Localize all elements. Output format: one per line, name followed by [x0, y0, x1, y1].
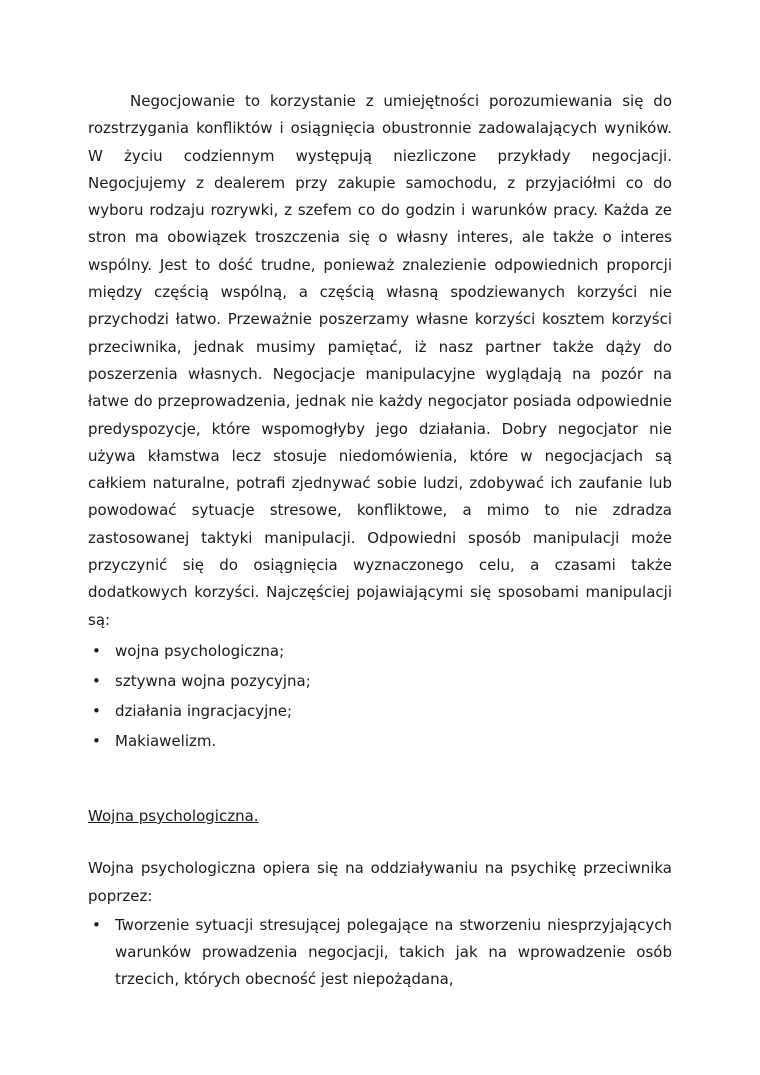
list-item-text: wojna psychologiczna; — [115, 641, 285, 660]
list-item — [88, 636, 672, 666]
wojna-psychologiczna-paragraph: Wojna psychologiczna opiera się na oddziaływaniu na psychikę przeciwnika poprzez: — [88, 859, 672, 905]
document-body — [88, 88, 672, 994]
psychological-war-list — [88, 912, 672, 994]
section-heading-wojna-psychologiczna: Wojna psychologiczna. — [88, 806, 259, 825]
manipulation-methods-list — [88, 636, 672, 756]
list-item — [88, 726, 672, 756]
intro-paragraph: Negocjowanie to korzystanie z umiejętności porozumiewania się do rozstrzygania konfliktów i osiągnięcia obustronnie zadowalających wyników. W życiu codziennym występują niezliczone przykłady negocjacji. Negocjujemy z dealerem przy zakupie samochodu, z przyjaciółmi co do wyboru rodzaju rozrywki, z szefem co do godzin i warunków pracy. Każda ze stron ma obowiązek troszczenia się o własny interes, ale także o interes wspólny. Jest to dość trudne, ponieważ znalezienie odpowiednich proporcji między częścią wspólną, a częścią własną spodziewanych korzyści nie przychodzi łatwo. Przeważnie poszerzamy własne korzyści kosztem korzyści przeciwnika, jednak musimy pamiętać, iż nasz partner także dąży do poszerzenia własnych. Negocjacje manipulacyjne wyglądają na pozór na łatwe do przeprowadzenia, jednak nie każdy negocjator posiada odpowiednie predyspozycje, które wspomogłyby jego działania. Dobry negocjator nie używa kłamstwa lecz stosuje niedomówienia, które w negocjacjach są całkiem naturalne, potrafi zjednywać sobie ludzi, zdobywać ich zaufanie lub powodować sytuacje stresowe, konfliktowe, a mimo to nie zdradza zastosowanej taktyki manipulacji. Odpowiedni sposób manipulacji może przyczynić się do osiągnięcia wyznaczonego celu, a czasami także dodatkowych korzyści. Najczęściej pojawiającymi się sposobami manipulacji są: — [88, 92, 672, 629]
list-item-text: Makiawelizm. — [115, 731, 217, 750]
list-item — [88, 696, 672, 726]
bullet-icon: • — [92, 701, 101, 720]
bullet-icon: • — [92, 731, 101, 750]
list-item-text: sztywna wojna pozycyjna; — [115, 671, 311, 690]
bullet-icon: • — [92, 641, 101, 660]
list-item — [88, 912, 672, 994]
list-item-text: działania ingracjacyjne; — [115, 701, 293, 720]
list-item — [88, 666, 672, 696]
bullet-icon: • — [92, 915, 101, 934]
bullet-icon: • — [92, 671, 101, 690]
list-item-text: Tworzenie sytuacji stresującej polegające na stworzeniu niesprzyjających warunków prowadzenia negocjacji, takich jak na wprowadzenie osób trzecich, których obecność jest niepożądana, — [115, 915, 672, 989]
